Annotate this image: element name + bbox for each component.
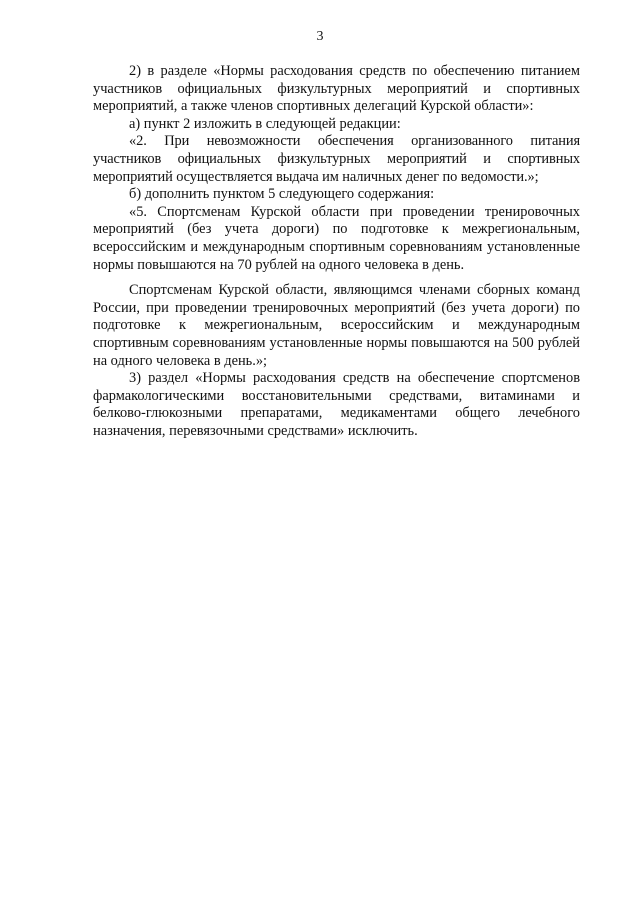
paragraph-section-2-amendment: 2) в разделе «Нормы расходования средств по обеспечению питанием участников официальных физкультурных мероприятий и спортивных мероприятий, а также членов спортивных делегаций Курской области»: [93, 63, 580, 115]
document-body [93, 63, 580, 440]
paragraph-spacer [93, 274, 580, 282]
paragraph-new-point-2: «2. При невозможности обеспечения организованного питания участников официальных физкультурных мероприятий и спортивных мероприятий осуществляется выдача им наличных денег по ведомости.»; [93, 133, 580, 185]
paragraph-item-a: а) пункт 2 изложить в следующей редакции: [129, 115, 401, 132]
paragraph-item-b: б) дополнить пунктом 5 следующего содержания: [129, 186, 435, 203]
paragraph-section-3-exclusion: 3) раздел «Нормы расходования средств на обеспечение спортсменов фармакологическими восстановительными средствами, витаминами и белково-глюкозными препаратами, медикаментами общего лечебного назначения, перевязочными средствами» исключить. [93, 370, 580, 439]
paragraph-national-team-norms: Спортсменам Курской области, являющимся членами сборных команд России, при проведении тренировочных мероприятий (без учета дороги) по подготовке к межрегиональным, всероссийским и международным спортивным соревнованиям установленные нормы повышаются на 500 рублей на одного человека в день.»; [93, 282, 580, 369]
page-number: 3 [316, 29, 324, 44]
paragraph-new-point-5: «5. Спортсменам Курской области при проведении тренировочных мероприятий (без учета дороги) по подготовке к межрегиональным, всероссийским и международным спортивным соревнованиям установленные нормы повышаются на 70 рублей на одного человека в день. [93, 203, 580, 273]
